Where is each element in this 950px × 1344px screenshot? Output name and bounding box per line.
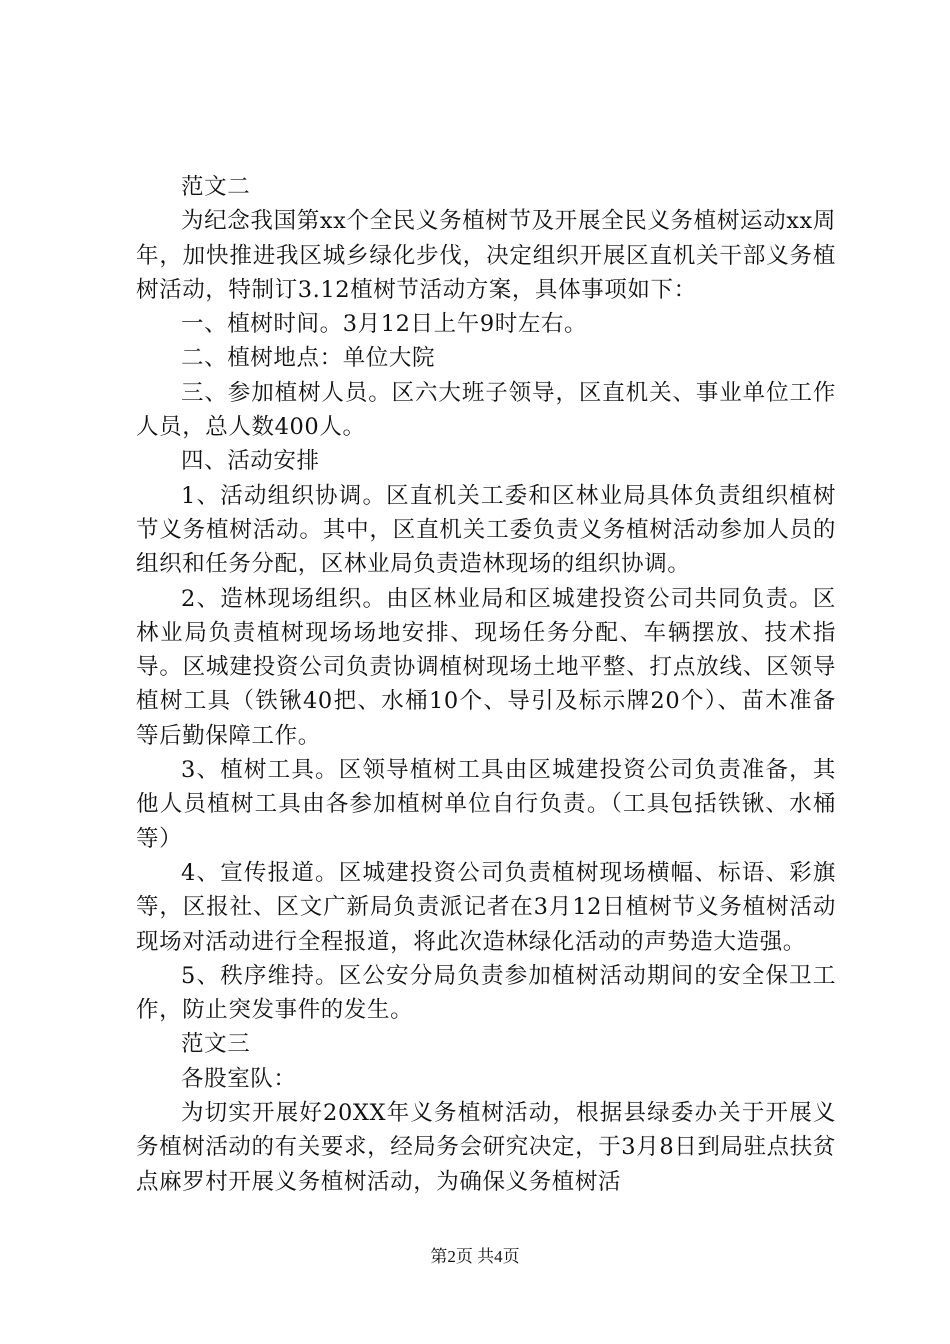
paragraph-intro: 为纪念我国第xx个全民义务植树节及开展全民义务植树运动xx周年，加快推进我区城乡绿化步伐，决定组织开展区直机关干部义务植树活动，特制订3.12植树节活动方案，具体事项如下： (136, 208, 836, 303)
paragraph-salutation: 各股室队： (181, 1065, 297, 1092)
document-body (136, 170, 836, 1199)
paragraph-item-5: 5、秩序维持。区公安分局负责参加植树活动期间的安全保卫工作，防止突发事件的发生。 (136, 962, 836, 1024)
paragraph-planting-location: 二、植树地点：单位大院 (181, 345, 436, 372)
paragraph-sample-2-heading: 范文二 (181, 174, 251, 200)
paragraph-planting-time: 一、植树时间。3月12日上午9时左右。 (181, 311, 588, 338)
paragraph-item-2: 2、造林现场组织。由区林业局和区城建投资公司共同负责。区林业局负责植树现场场地安排、现场任务分配、车辆摆放、技术指导。区城建投资公司负责协调植树现场土地平整、打点放线、区领导植树工具（铁锹40把、水桶10个、导引及标示牌20个）、苗木准备等后勤保障工作。 (136, 585, 836, 749)
page-number-footer: 第2页 共4页 (430, 1247, 520, 1266)
paragraph-item-1: 1、活动组织协调。区直机关工委和区林业局具体负责组织植树节义务植树活动。其中，区直机关工委负责义务植树活动参加人员的组织和任务分配，区林业局负责造林现场的组织协调。 (136, 482, 836, 578)
paragraph-participants: 三、参加植树人员。区六大班子领导，区直机关、事业单位工作人员，总人数400人。 (136, 379, 836, 441)
paragraph-sample-3-body: 为切实开展好20XX年义务植树活动，根据县绿委办关于开展义务植树活动的有关要求，经局务会研究决定，于3月8日到局驻点扶贫点麻罗村开展义务植树活动，为确保义务植树活 (136, 1100, 836, 1195)
paragraph-activity-arrangement: 四、活动安排 (181, 448, 320, 475)
paragraph-item-3: 3、植树工具。区领导植树工具由区城建投资公司负责准备，其他人员植树工具由各参加植树单位自行负责。（工具包括铁锹、水桶等） (136, 757, 836, 852)
paragraph-item-4: 4、宣传报道。区城建投资公司负责植树现场横幅、标语、彩旗等，区报社、区文广新局负责派记者在3月12日植树节义务植树活动现场对活动进行全程报道，将此次造林绿化活动的声势造大造强。 (136, 859, 836, 955)
paragraph-sample-3-heading: 范文三 (181, 1031, 251, 1058)
